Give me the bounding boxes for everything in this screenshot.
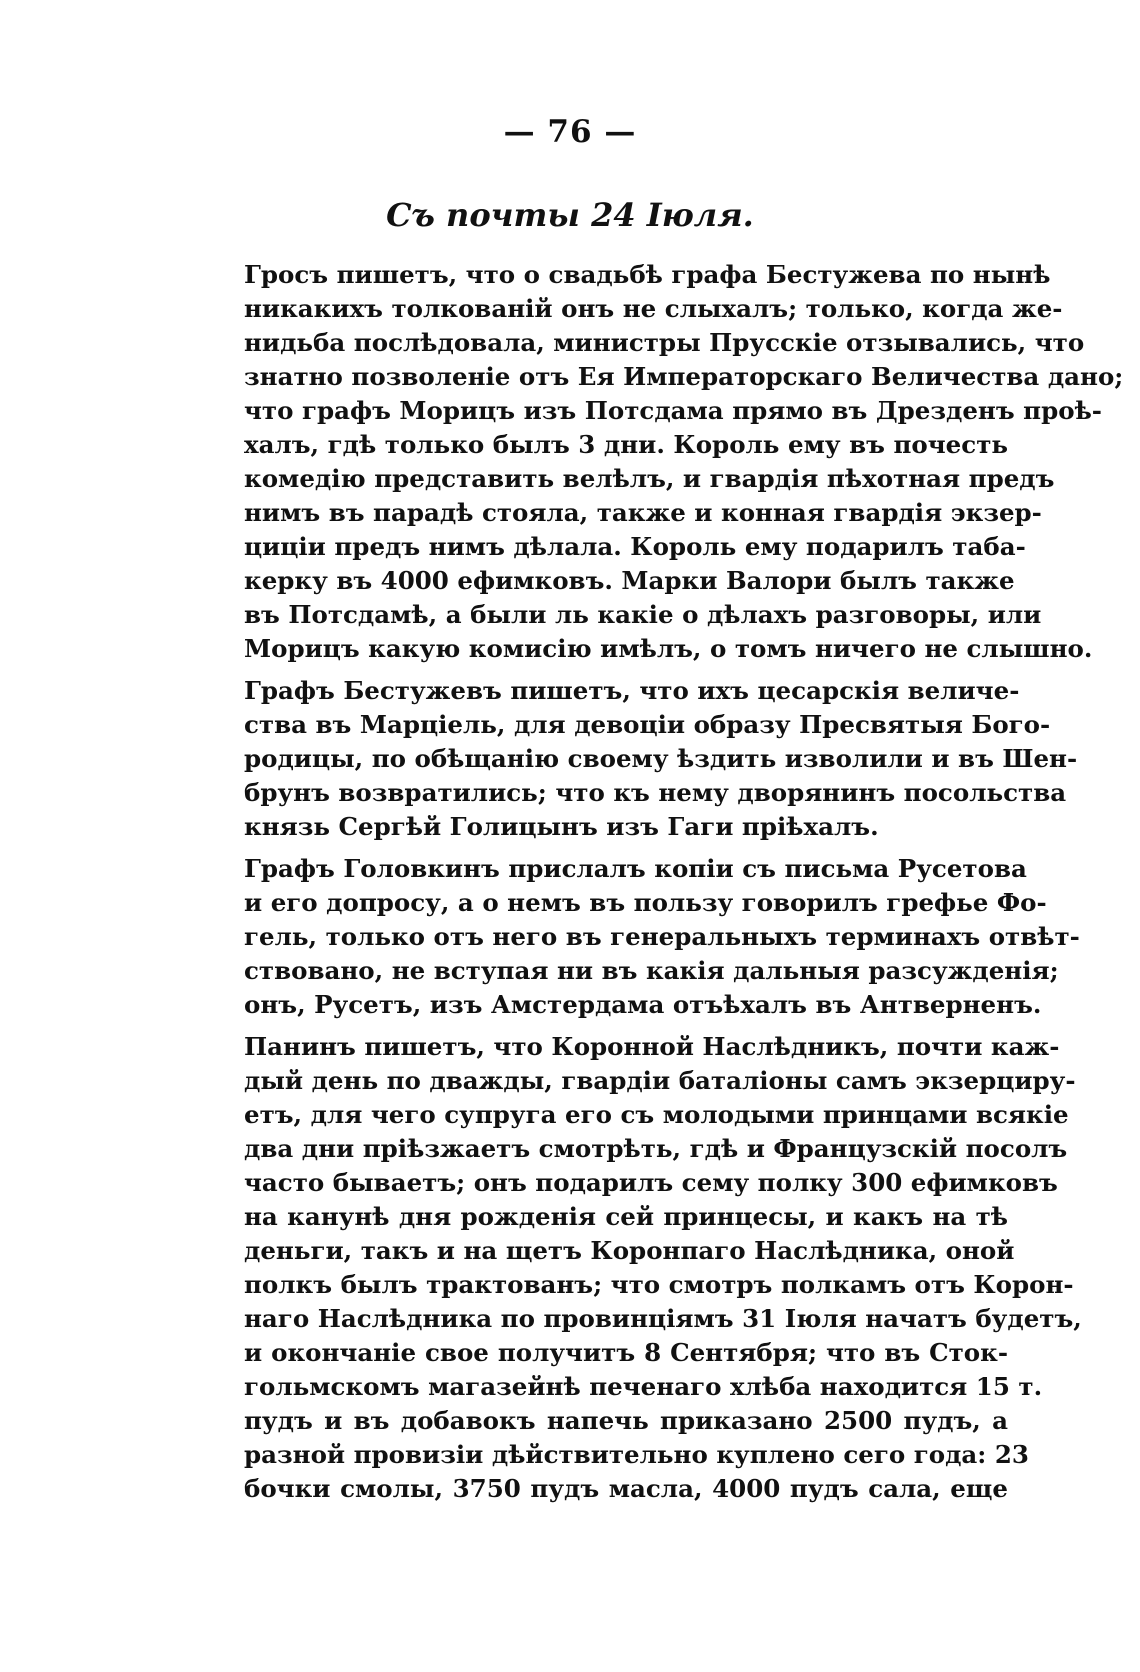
- text-line: нидьба послѣдовала, министры Прусскіе отзывались, что: [244, 328, 1085, 357]
- text-line: бочки смолы, 3750 пудъ масла, 4000 пудъ сала, еще: [244, 1474, 1008, 1503]
- paragraph-gap: [244, 666, 1008, 674]
- text-line: и окончаніе свое получитъ 8 Сентября; что въ Сток-: [244, 1338, 1008, 1367]
- text-line: ства въ Марціель, для девоціи образу Пресвятыя Бого-: [244, 710, 1051, 739]
- text-line: Графъ Бестужевъ пишетъ, что ихъ цесарскія величе-: [244, 676, 1020, 705]
- text-line: на канунѣ дня рожденія сей принцесы, и какъ на тѣ: [244, 1202, 1008, 1231]
- text-line: халъ, гдѣ только былъ 3 дни. Король ему въ почесть: [244, 430, 1008, 459]
- body-text: [244, 258, 1124, 1506]
- text-line: етъ, для чего супруга его съ молодыми принцами всякіе: [244, 1100, 1069, 1129]
- text-line: онъ, Русетъ, изъ Амстердама отъѣхалъ въ Антверненъ.: [244, 990, 1042, 1019]
- text-line: гольмскомъ магазейнѣ печенаго хлѣба находится 15 т.: [244, 1372, 1043, 1401]
- text-line: въ Потсдамѣ, а были ль какіе о дѣлахъ разговоры, или: [244, 600, 1042, 629]
- page-number: — 76 —: [503, 114, 637, 150]
- text-line: брунъ возвратились; что къ нему дворянинъ посольства: [244, 778, 1067, 807]
- text-line: ствовано, не вступая ни въ какія дальныя разсужденія;: [244, 956, 1059, 985]
- text-line: Гросъ пишетъ, что о свадьбѣ графа Бестужева по нынѣ: [244, 260, 1051, 289]
- text-line: Морицъ какую комисію имѣлъ, о томъ ничего не слышно.: [244, 634, 1093, 663]
- text-line: два дни пріѣзжаетъ смотрѣть, гдѣ и Французскій посолъ: [244, 1134, 1068, 1163]
- paragraph: [244, 1030, 1082, 1506]
- text-line: часто бываетъ; онъ подарилъ сему полку 300 ефимковъ: [244, 1168, 1058, 1197]
- text-line: гель, только отъ него въ генеральныхъ терминахъ отвѣт-: [244, 922, 1080, 951]
- paragraph: [244, 258, 1124, 666]
- text-line: комедію представить велѣлъ, и гвардія пѣхотная предъ: [244, 464, 1055, 493]
- text-line: пудъ и въ добавокъ напечь приказано 2500 пудъ, а: [244, 1406, 1008, 1435]
- text-line: родицы, по обѣщанію своему ѣздить изволили и въ Шен-: [244, 744, 1078, 773]
- text-line: знатно позволеніе отъ Ея Императорскаго Величества дано;: [244, 362, 1124, 391]
- text-line: князь Сергѣй Голицынъ изъ Гаги пріѣхалъ.: [244, 812, 879, 841]
- paragraph: [244, 674, 1078, 844]
- paragraph: [244, 852, 1080, 1022]
- paragraph-gap: [244, 844, 1008, 852]
- text-line: нимъ въ парадѣ стояла, также и конная гвардія экзер-: [244, 498, 1042, 527]
- text-line: что графъ Морицъ изъ Потсдама прямо въ Дрезденъ проѣ-: [244, 396, 1102, 425]
- section-heading: Съ почты 24 Іюля.: [386, 196, 754, 234]
- text-line: Графъ Головкинъ прислалъ копіи съ письма Русетова: [244, 854, 1027, 883]
- text-line: и его допросу, а о немъ въ пользу говорилъ грефье Фо-: [244, 888, 1047, 917]
- text-line: Панинъ пишетъ, что Коронной Наслѣдникъ, почти каж-: [244, 1032, 1060, 1061]
- text-line: разной провизіи дѣйствительно куплено сего года: 23: [244, 1440, 1029, 1469]
- text-line: деньги, такъ и на щетъ Коронпаго Наслѣдника, оной: [244, 1236, 1015, 1265]
- text-line: никакихъ толкованій онъ не слыхалъ; только, когда же-: [244, 294, 1063, 323]
- text-line: наго Наслѣдника по провинціямъ 31 Іюля начатъ будетъ,: [244, 1304, 1082, 1333]
- text-line: дый день по дважды, гвардіи баталіоны самъ экзерциру-: [244, 1066, 1076, 1095]
- text-line: циціи предъ нимъ дѣлала. Король ему подарилъ таба-: [244, 532, 1026, 561]
- text-line: полкъ былъ трактованъ; что смотръ полкамъ отъ Корон-: [244, 1270, 1074, 1299]
- text-line: керку въ 4000 ефимковъ. Марки Валори былъ также: [244, 566, 1015, 595]
- paragraph-gap: [244, 1022, 1008, 1030]
